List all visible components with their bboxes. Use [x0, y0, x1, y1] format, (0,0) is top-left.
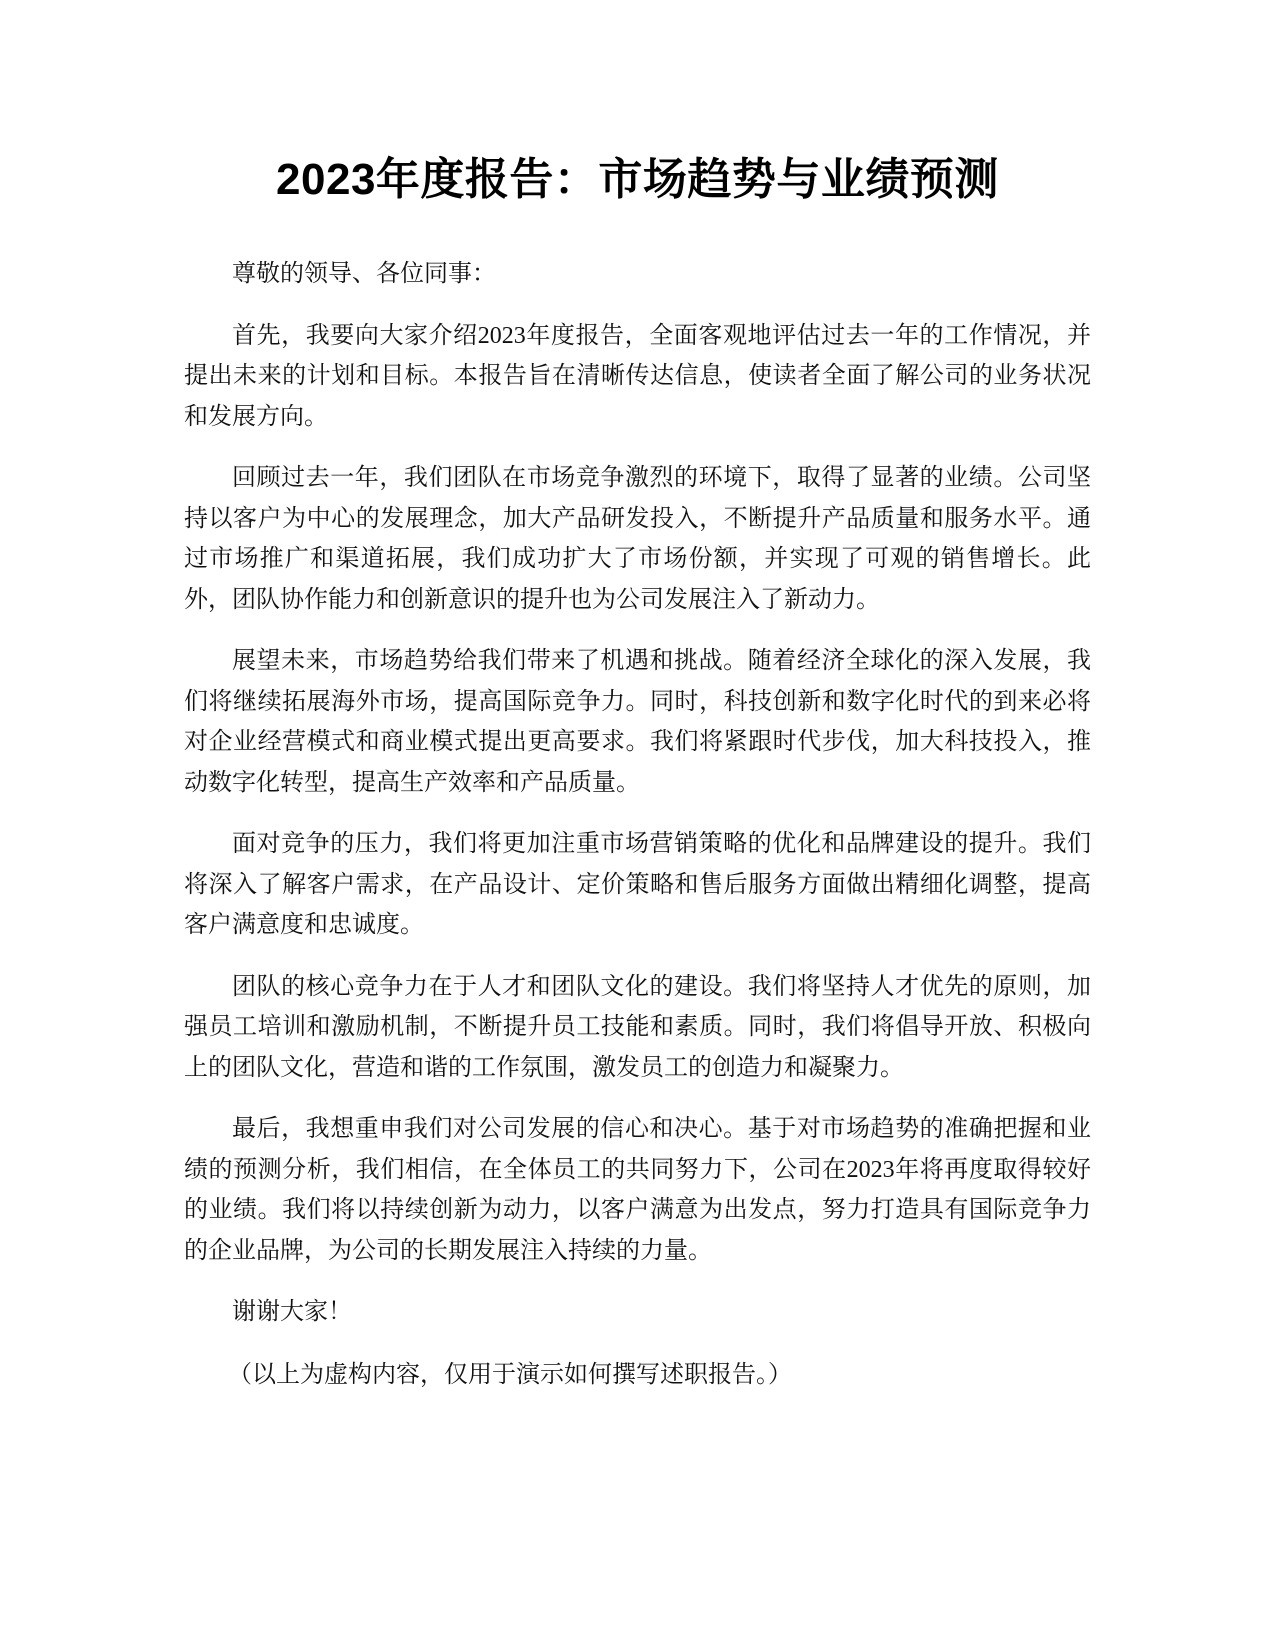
- paragraph-conclusion: 最后，我想重申我们对公司发展的信心和决心。基于对市场趋势的准确把握和业绩的预测分析，我们相信，在全体员工的共同努力下，公司在2023年将再度取得较好的业绩。我们将以持续创新为动力，以客户满意为出发点，努力打造具有国际竞争力的企业品牌，为公司的长期发展注入持续的力量。: [184, 1116, 1091, 1264]
- paragraph-outlook: 展望未来，市场趋势给我们带来了机遇和挑战。随着经济全球化的深入发展，我们将继续拓展海外市场，提高国际竞争力。同时，科技创新和数字化时代的到来必将对企业经营模式和商业模式提出更高要求。我们将紧跟时代步伐，加大科技投入，推动数字化转型，提高生产效率和产品质量。: [184, 648, 1091, 796]
- paragraph-team: 团队的核心竞争力在于人才和团队文化的建设。我们将坚持人才优先的原则，加强员工培训和激励机制，不断提升员工技能和素质。同时，我们将倡导开放、积极向上的团队文化，营造和谐的工作氛围，激发员工的创造力和凝聚力。: [184, 973, 1091, 1081]
- paragraph-review: 回顾过去一年，我们团队在市场竞争激烈的环境下，取得了显著的业绩。公司坚持以客户为中心的发展理念，加大产品研发投入，不断提升产品质量和服务水平。通过市场推广和渠道拓展，我们成功扩大了市场份额，并实现了可观的销售增长。此外，团队协作能力和创新意识的提升也为公司发展注入了新动力。: [184, 465, 1091, 613]
- salutation: 尊敬的领导、各位同事：: [232, 261, 496, 287]
- paragraph-introduction: 首先，我要向大家介绍2023年度报告，全面客观地评估过去一年的工作情况，并提出未来的计划和目标。本报告旨在清晰传达信息，使读者全面了解公司的业务状况和发展方向。: [184, 322, 1091, 430]
- closing-thanks: 谢谢大家！: [232, 1299, 352, 1325]
- disclaimer-note: （以上为虚构内容，仅用于演示如何撰写述职报告。）: [228, 1361, 792, 1388]
- paragraph-competition: 面对竞争的压力，我们将更加注重市场营销策略的优化和品牌建设的提升。我们将深入了解客户需求，在产品设计、定价策略和售后服务方面做出精细化调整，提高客户满意度和忠诚度。: [184, 831, 1091, 938]
- document-title: 2023年度报告：市场趋势与业绩预测: [276, 155, 999, 204]
